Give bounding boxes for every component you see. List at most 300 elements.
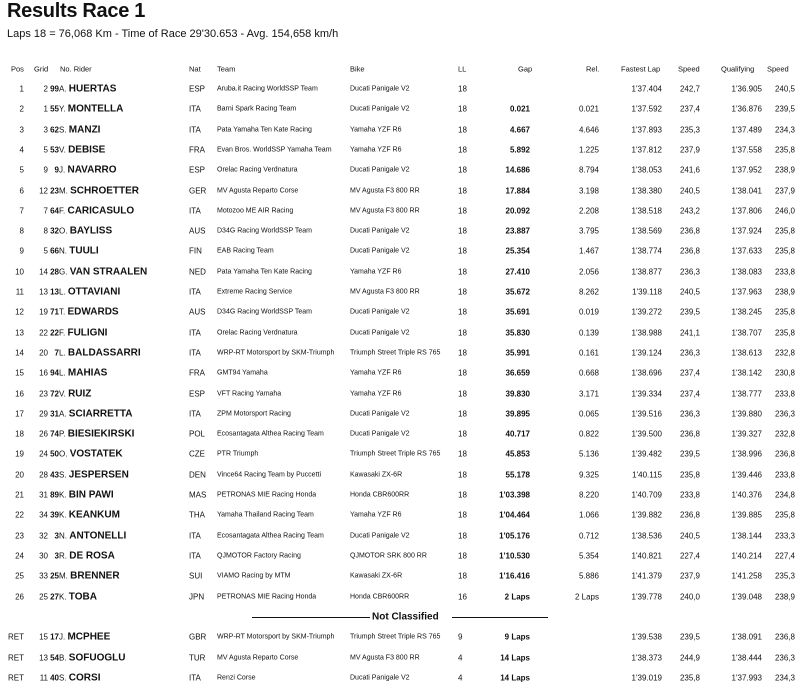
cell-nat: ITA (189, 348, 201, 358)
cell-fastest-lap: 1'38.877 (631, 267, 662, 277)
rider-initial: R. (59, 551, 67, 561)
cell-rider (46, 328, 107, 339)
cell-gap: 9 Laps (504, 632, 530, 642)
cell-qualifying-speed: 236,8 (774, 632, 795, 642)
cell-speed: 236,8 (679, 226, 700, 236)
rider-number: 3 (54, 551, 59, 561)
cell-team: Barni Spark Racing Team (217, 105, 297, 113)
rider-surname: TOBA (68, 591, 97, 603)
cell-team: VIAMO Racing by MTM (217, 572, 291, 580)
cell-speed: 236,8 (679, 246, 700, 256)
cell-pos: 4 (19, 145, 24, 155)
not-classified-label: Not Classified (372, 611, 439, 623)
cell-team: Extreme Racing Service (217, 288, 293, 296)
cell-gap: 0.021 (509, 104, 530, 114)
cell-grid: 3 (43, 125, 48, 135)
cell-grid: 1 (43, 104, 48, 114)
cell-qualifying: 1'37.558 (731, 145, 762, 155)
header-rel: Rel. (586, 64, 600, 74)
cell-nat: ITA (189, 206, 201, 216)
cell-laps: 18 (458, 551, 467, 561)
cell-grid: 31 (39, 490, 48, 500)
cell-rel: 2.056 (578, 267, 599, 277)
cell-gap: 14 Laps (500, 653, 530, 663)
cell-qualifying-speed: 235,8 (774, 145, 795, 155)
cell-bike: Ducati Panigale V2 (350, 430, 410, 438)
rider-number: 9 (54, 165, 59, 175)
header-qualifying-speed: Speed (767, 64, 789, 74)
cell-qualifying: 1'38.091 (731, 632, 762, 642)
rider-surname: BIN PAWI (68, 489, 114, 501)
cell-speed: 235,8 (679, 673, 700, 683)
header-gap: Gap (518, 64, 533, 74)
rider-number: 55 (50, 104, 59, 114)
cell-fastest-lap: 1'40.115 (632, 470, 662, 480)
cell-qualifying-speed: 232,8 (774, 429, 795, 439)
cell-rider (46, 368, 107, 379)
cell-rider (46, 348, 141, 359)
cell-fastest-lap: 1'39.778 (631, 592, 662, 602)
cell-rel: 1.467 (578, 246, 599, 256)
cell-rider (43, 144, 106, 156)
cell-qualifying-speed: 238,9 (774, 165, 795, 175)
cell-bike: Ducati Panigale V2 (350, 674, 410, 682)
cell-rel: 8.220 (578, 490, 599, 500)
cell-speed: 236,3 (679, 409, 700, 419)
cell-laps: 18 (458, 206, 467, 216)
cell-gap: 35.672 (505, 287, 530, 297)
table-row (0, 120, 800, 140)
cell-qualifying-speed: 234,3 (774, 673, 795, 683)
cell-rel: 8.262 (578, 287, 599, 297)
rider-number: 62 (50, 125, 59, 135)
rider-number: 99 (50, 84, 59, 94)
rider-number: 40 (50, 673, 59, 683)
cell-grid: 7 (43, 206, 48, 216)
cell-qualifying-speed: 246,0 (774, 206, 795, 216)
cell-laps: 9 (458, 632, 463, 642)
cell-rider (46, 409, 133, 420)
cell-rider (43, 225, 113, 237)
cell-speed: 240,5 (679, 287, 700, 297)
cell-speed: 239,5 (679, 307, 700, 317)
cell-rel: 4.646 (578, 125, 599, 135)
cell-nat: ESP (189, 84, 206, 94)
cell-pos: 22 (15, 510, 24, 520)
rider-initial: V. (59, 145, 66, 155)
cell-laps: 18 (458, 267, 467, 277)
cell-team: Orelac Racing Verdnatura (217, 166, 298, 174)
cell-speed: 236,3 (679, 267, 700, 277)
cell-gap: 4.667 (509, 125, 530, 135)
header-fastest-lap: Fastest Lap (621, 64, 661, 74)
table-row (0, 648, 800, 668)
table-row (0, 181, 800, 201)
cell-team: D34G Racing WorldSSP Team (217, 227, 312, 235)
cell-laps: 18 (458, 490, 467, 500)
cell-qualifying-speed: 238,9 (774, 287, 795, 297)
header-team: Team (217, 64, 236, 74)
cell-fastest-lap: 1'39.516 (631, 409, 662, 419)
cell-nat: ITA (189, 551, 201, 561)
cell-laps: 18 (458, 470, 467, 480)
cell-qualifying: 1'38.245 (731, 307, 762, 317)
table-row (0, 444, 800, 464)
cell-pos: RET (8, 653, 24, 663)
cell-pos: 6 (19, 186, 24, 196)
cell-rel: 5.886 (578, 571, 599, 581)
cell-qualifying: 1'41.258 (731, 571, 762, 581)
cell-bike: Triumph Street Triple RS 765 (350, 349, 441, 357)
rider-surname: RUIZ (68, 388, 92, 400)
cell-bike: Yamaha YZF R6 (350, 511, 402, 519)
table-row (0, 485, 800, 505)
cell-qualifying-speed: 235,8 (774, 510, 795, 520)
cell-rider (46, 490, 114, 501)
cell-fastest-lap: 1'39.272 (631, 307, 662, 317)
cell-pos: 1 (19, 84, 24, 94)
cell-fastest-lap: 1'38.988 (631, 328, 662, 338)
cell-pos: 24 (15, 551, 24, 561)
cell-pos: RET (8, 632, 24, 642)
cell-speed: 240,5 (679, 531, 700, 541)
rider-number: 53 (50, 145, 59, 155)
cell-nat: AUS (189, 226, 206, 236)
cell-bike: Ducati Panigale V2 (350, 227, 410, 235)
cell-qualifying: 1'40.214 (731, 551, 762, 561)
cell-gap: 25.354 (505, 246, 530, 256)
rider-number: 89 (50, 490, 59, 500)
rider-initial: S. (59, 470, 67, 480)
cell-rel: 2.208 (578, 206, 599, 216)
cell-qualifying: 1'38.613 (731, 348, 762, 358)
cell-pos: 17 (15, 409, 24, 419)
cell-pos: 15 (15, 368, 24, 378)
header-rider: No. Rider (60, 64, 92, 74)
rider-number: 28 (50, 267, 59, 277)
cell-speed: 236,8 (679, 429, 700, 439)
rider-initial: S. (59, 673, 67, 683)
cell-gap: 5.892 (509, 145, 530, 155)
cell-qualifying-speed: 233,3 (774, 531, 795, 541)
rider-surname: CARICASULO (67, 205, 135, 217)
rider-number: 54 (50, 653, 59, 663)
cell-qualifying: 1'38.041 (731, 186, 762, 196)
cell-rel: 1.066 (578, 510, 599, 520)
cell-grid: 20 (39, 348, 48, 358)
cell-team: Renzi Corse (217, 674, 256, 682)
cell-rider (46, 592, 97, 603)
rider-surname: CORSI (68, 672, 101, 684)
cell-qualifying-speed: 235,8 (774, 307, 795, 317)
rider-number: 39 (50, 510, 59, 520)
cell-rider (43, 164, 117, 176)
cell-nat: ESP (189, 165, 206, 175)
rider-initial: K. (59, 592, 67, 602)
rider-number: 23 (50, 186, 59, 196)
cell-fastest-lap: 1'37.812 (631, 145, 662, 155)
cell-bike: MV Agusta F3 800 RR (350, 187, 420, 195)
cell-bike: Yamaha YZF R6 (350, 126, 402, 134)
cell-team: D34G Racing WorldSSP Team (217, 308, 312, 316)
cell-team: EAB Racing Team (217, 247, 274, 255)
cell-gap: 20.092 (505, 206, 530, 216)
cell-laps: 16 (458, 592, 467, 602)
cell-pos: 14 (15, 348, 24, 358)
cell-nat: MAS (189, 490, 207, 500)
cell-qualifying-speed: 238,9 (774, 592, 795, 602)
cell-team: PETRONAS MIE Racing Honda (217, 491, 317, 499)
cell-gap: 27.410 (505, 267, 530, 277)
rider-number: 25 (50, 571, 59, 581)
cell-grid: 28 (39, 470, 48, 480)
rider-surname: HUERTAS (68, 83, 117, 95)
page-title: Results Race 1 (7, 0, 146, 22)
cell-pos: 12 (15, 307, 24, 317)
cell-laps: 18 (458, 246, 467, 256)
cell-fastest-lap: 1'39.882 (631, 510, 662, 520)
cell-qualifying-speed: 236,3 (774, 653, 795, 663)
rider-surname: JESPERSEN (68, 469, 129, 481)
cell-grid: 5 (43, 145, 48, 155)
cell-speed: 237,9 (679, 571, 700, 581)
cell-bike: Triumph Street Triple RS 765 (350, 450, 441, 458)
cell-fastest-lap: 1'39.124 (631, 348, 662, 358)
rider-surname: VAN STRAALEN (69, 266, 148, 278)
cell-fastest-lap: 1'38.696 (631, 368, 662, 378)
cell-speed: 236,8 (679, 510, 700, 520)
cell-team: Orelac Racing Verdnatura (217, 329, 298, 337)
cell-laps: 18 (458, 145, 467, 155)
cell-rel: 0.822 (578, 429, 599, 439)
table-row (0, 363, 800, 383)
header-speed: Speed (678, 64, 700, 74)
rider-initial: O. (59, 226, 68, 236)
cell-bike: Ducati Panigale V2 (350, 247, 410, 255)
cell-qualifying-speed: 235,8 (774, 246, 795, 256)
cell-qualifying: 1'37.952 (731, 165, 762, 175)
cell-grid: 8 (43, 226, 48, 236)
cell-bike: MV Agusta F3 800 RR (350, 288, 420, 296)
table-row (0, 546, 800, 566)
rider-number: 64 (50, 206, 59, 216)
cell-laps: 18 (458, 328, 467, 338)
cell-laps: 18 (458, 409, 467, 419)
cell-rel: 5.136 (578, 449, 599, 459)
cell-pos: 5 (19, 165, 24, 175)
cell-pos: 10 (15, 267, 24, 277)
cell-team: Aruba.it Racing WorldSSP Team (217, 85, 318, 93)
rider-number: 66 (50, 246, 59, 256)
rider-initial: F. (59, 206, 66, 216)
table-row (0, 384, 800, 404)
cell-grid: 33 (39, 571, 48, 581)
table-header (0, 59, 800, 79)
cell-nat: SUI (189, 571, 203, 581)
cell-bike: Yamaha YZF R6 (350, 390, 402, 398)
cell-speed: 239,5 (679, 632, 700, 642)
cell-laps: 18 (458, 307, 467, 317)
cell-pos: 20 (15, 470, 24, 480)
cell-grid: 9 (43, 165, 48, 175)
cell-laps: 18 (458, 449, 467, 459)
cell-bike: Kawasaki ZX-6R (350, 572, 403, 580)
rider-surname: BRENNER (70, 570, 120, 582)
cell-laps: 18 (458, 389, 467, 399)
rider-number: 50 (50, 449, 59, 459)
cell-nat: JPN (189, 592, 205, 602)
cell-rider (43, 124, 101, 136)
cell-qualifying: 1'39.885 (731, 510, 762, 520)
cell-qualifying: 1'37.489 (731, 125, 762, 135)
cell-laps: 18 (458, 104, 467, 114)
cell-laps: 18 (458, 186, 467, 196)
table-row (0, 465, 800, 485)
cell-qualifying: 1'38.996 (731, 449, 762, 459)
cell-team: WRP-RT Motorsport by SKM-Triumph (217, 633, 335, 641)
cell-team: MV Agusta Reparto Corse (217, 187, 299, 195)
cell-fastest-lap: 1'40.709 (631, 490, 662, 500)
cell-grid: 34 (39, 510, 48, 520)
cell-pos: 16 (15, 389, 24, 399)
cell-nat: ITA (189, 287, 201, 297)
cell-nat: POL (189, 429, 206, 439)
table-row (0, 99, 800, 119)
cell-pos: RET (8, 673, 24, 683)
cell-speed: 241,1 (679, 328, 700, 338)
cell-nat: NED (189, 267, 206, 277)
cell-qualifying: 1'38.707 (731, 328, 762, 338)
rider-initial: V. (59, 389, 66, 399)
cell-fastest-lap: 1'39.334 (631, 389, 662, 399)
cell-fastest-lap: 1'38.373 (631, 653, 662, 663)
cell-bike: Ducati Panigale V2 (350, 329, 410, 337)
cell-qualifying-speed: 236,8 (774, 449, 795, 459)
cell-gap: 1'05.176 (499, 531, 530, 541)
rider-surname: OTTAVIANI (67, 286, 121, 298)
cell-rider (46, 389, 91, 400)
cell-bike: Honda CBR600RR (350, 491, 410, 499)
cell-pos: 18 (15, 429, 24, 439)
cell-nat: ITA (189, 409, 201, 419)
cell-rel: 2 Laps (574, 592, 599, 602)
table-row (0, 323, 800, 343)
cell-laps: 18 (458, 348, 467, 358)
cell-rel: 0.668 (578, 368, 599, 378)
cell-nat: ESP (189, 389, 206, 399)
cell-qualifying-speed: 235,3 (774, 571, 795, 581)
cell-gap: 17.884 (505, 186, 530, 196)
table-row (0, 668, 800, 688)
rider-initial: L. (59, 287, 66, 297)
table-row (0, 343, 800, 363)
rider-surname: MCPHEE (67, 631, 111, 643)
cell-qualifying-speed: 230,8 (774, 368, 795, 378)
cell-gap: 1'03.398 (499, 490, 530, 500)
rider-initial: L. (59, 368, 66, 378)
cell-gap: 14.686 (505, 165, 530, 175)
cell-gap: 35.991 (505, 348, 530, 358)
cell-qualifying-speed: 236,3 (774, 409, 795, 419)
cell-bike: Triumph Street Triple RS 765 (350, 633, 441, 641)
cell-nat: DEN (189, 470, 206, 480)
header-bike: Bike (350, 64, 365, 74)
cell-grid: 2 (43, 84, 48, 94)
cell-speed: 233,8 (679, 490, 700, 500)
cell-speed: 239,5 (679, 449, 700, 459)
cell-nat: ITA (189, 673, 201, 683)
cell-bike: Yamaha YZF R6 (350, 268, 402, 276)
separator-line (252, 617, 370, 618)
cell-rel: 1.225 (578, 145, 599, 155)
rider-initial: M. (59, 186, 68, 196)
cell-nat: AUS (189, 307, 206, 317)
cell-gap: 1'16.416 (499, 571, 530, 581)
cell-qualifying: 1'40.376 (731, 490, 762, 500)
cell-bike: Ducati Panigale V2 (350, 85, 410, 93)
cell-grid: 13 (39, 287, 48, 297)
rider-number: 32 (50, 226, 59, 236)
cell-qualifying-speed: 233,8 (774, 267, 795, 277)
cell-fastest-lap: 1'38.774 (631, 246, 662, 256)
cell-gap: 39.895 (505, 409, 530, 419)
cell-laps: 18 (458, 287, 467, 297)
cell-pos: 8 (19, 226, 24, 236)
rider-surname: SCIARRETTA (68, 408, 133, 420)
rider-surname: BAYLISS (69, 225, 113, 237)
rider-number: 13 (50, 287, 59, 297)
cell-qualifying-speed: 233,8 (774, 470, 795, 480)
cell-gap: 35.691 (505, 307, 530, 317)
cell-fastest-lap: 1'39.500 (631, 429, 662, 439)
rider-initial: P. (59, 429, 66, 439)
cell-grid: 12 (39, 186, 48, 196)
cell-bike: Yamaha YZF R6 (350, 146, 402, 154)
cell-laps: 4 (458, 653, 463, 663)
header-pos: Pos (11, 64, 24, 74)
cell-fastest-lap: 1'38.053 (631, 165, 662, 175)
cell-qualifying: 1'37.963 (731, 287, 762, 297)
cell-pos: 21 (15, 490, 24, 500)
cell-bike: Yamaha YZF R6 (350, 369, 402, 377)
cell-qualifying: 1'37.806 (731, 206, 762, 216)
rider-surname: MONTELLA (67, 103, 124, 115)
cell-nat: ITA (189, 104, 201, 114)
cell-qualifying-speed: 237,9 (774, 186, 795, 196)
cell-rider (46, 673, 100, 684)
cell-laps: 18 (458, 368, 467, 378)
cell-grid: 24 (39, 449, 48, 459)
rider-initial: L. (59, 348, 66, 358)
cell-bike: Kawasaki ZX-6R (350, 471, 403, 479)
cell-pos: 3 (19, 125, 24, 135)
table-row (0, 79, 800, 99)
cell-qualifying-speed: 234,8 (774, 490, 795, 500)
cell-bike: Ducati Panigale V2 (350, 105, 410, 113)
header-grid: Grid (34, 64, 49, 74)
cell-qualifying-speed: 232,8 (774, 348, 795, 358)
cell-gap: 1'04.464 (499, 510, 530, 520)
cell-bike: MV Agusta F3 800 RR (350, 207, 420, 215)
cell-qualifying-speed: 233,8 (774, 389, 795, 399)
header-nat: Nat (189, 64, 201, 74)
table-row (0, 505, 800, 525)
cell-rel: 3.795 (578, 226, 599, 236)
cell-pos: 9 (19, 246, 24, 256)
rider-number: 74 (50, 429, 59, 439)
cell-fastest-lap: 1'38.536 (631, 531, 662, 541)
cell-speed: 243,2 (679, 206, 700, 216)
